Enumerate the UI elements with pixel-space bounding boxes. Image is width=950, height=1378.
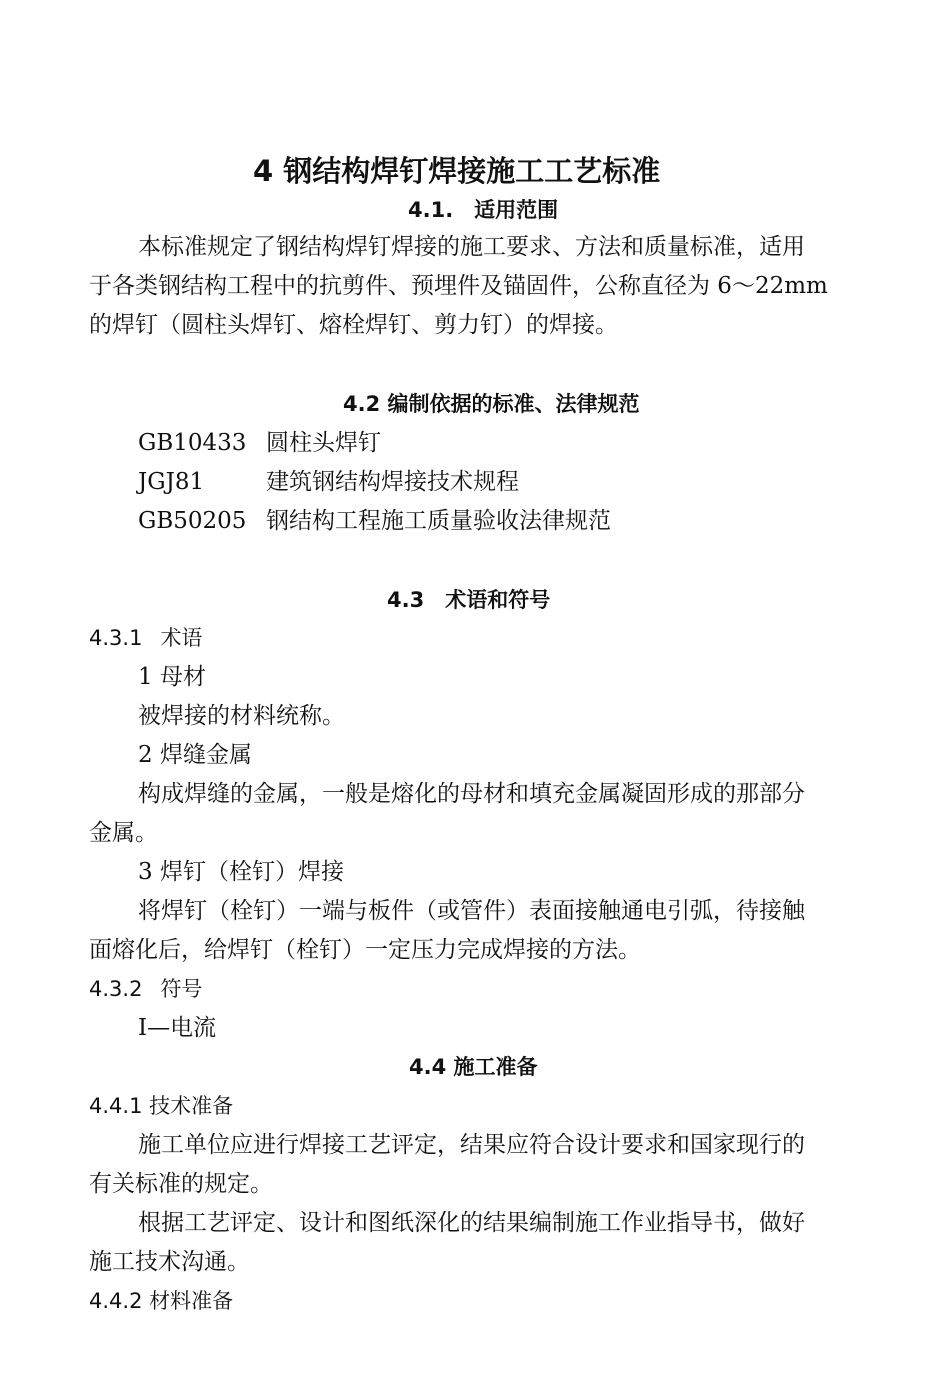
subsection-4-3-2-heading (89, 974, 202, 1004)
paragraph-line: 根据工艺评定、设计和图纸深化的结果编制施工作业指导书，做好 (138, 1210, 805, 1236)
page-title: 4 钢结构焊钉焊接施工工艺标准 (253, 154, 661, 188)
reference-code: GB50205 (138, 508, 247, 534)
section-4-2-heading: 4.2 编制依据的标准、法律规范 (343, 392, 640, 416)
term-title: 1 母材 (138, 664, 206, 690)
reference-code: GB10433 (138, 430, 247, 456)
section-4-4-heading: 4.4 施工准备 (409, 1055, 538, 1079)
reference-row (138, 467, 519, 497)
reference-name: 圆柱头焊钉 (266, 430, 381, 456)
term-definition: 金属。 (89, 820, 158, 846)
reference-code: JGJ81 (138, 469, 205, 495)
term-title: 2 焊缝金属 (138, 742, 252, 768)
paragraph-line: 的焊钉（圆柱头焊钉、熔栓焊钉、剪力钉）的焊接。 (89, 312, 618, 338)
reference-name: 钢结构工程施工质量验收法律规范 (266, 508, 611, 534)
term-definition: 面熔化后，给焊钉（栓钉）一定压力完成焊接的方法。 (89, 937, 641, 963)
subsection-label: 符号 (160, 977, 203, 1001)
subsection-4-4-1-heading: 4.4.1 技术准备 (89, 1094, 234, 1118)
reference-row (138, 428, 381, 458)
paragraph-line: 于各类钢结构工程中的抗剪件、预埋件及锚固件，公称直径为 6～22mm (89, 273, 828, 299)
symbol-definition: I—电流 (138, 1015, 217, 1041)
subsection-number: 4.3.2 (89, 977, 143, 1001)
paragraph-line: 有关标准的规定。 (89, 1171, 273, 1197)
reference-name: 建筑钢结构焊接技术规程 (266, 469, 519, 495)
subsection-4-4-2-heading: 4.4.2 材料准备 (89, 1289, 234, 1313)
paragraph-line: 施工技术沟通。 (89, 1249, 250, 1275)
subsection-4-3-1-heading (89, 623, 202, 653)
paragraph-line: 施工单位应进行焊接工艺评定，结果应符合设计要求和国家现行的 (138, 1132, 805, 1158)
term-definition: 构成焊缝的金属，一般是熔化的母材和填充金属凝固形成的那部分 (138, 781, 805, 807)
term-title: 3 焊钉（栓钉）焊接 (138, 859, 344, 885)
section-4-1-heading: 4.1. 适用范围 (408, 198, 559, 222)
reference-row (138, 506, 611, 536)
paragraph-line: 本标准规定了钢结构焊钉焊接的施工要求、方法和质量标准，适用 (138, 234, 805, 260)
subsection-label: 术语 (160, 626, 203, 650)
subsection-number: 4.3.1 (89, 626, 143, 650)
term-definition: 被焊接的材料统称。 (138, 703, 345, 729)
term-definition: 将焊钉（栓钉）一端与板件（或管件）表面接触通电引弧，待接触 (138, 898, 805, 924)
section-4-3-heading: 4.3 术语和符号 (387, 588, 551, 612)
